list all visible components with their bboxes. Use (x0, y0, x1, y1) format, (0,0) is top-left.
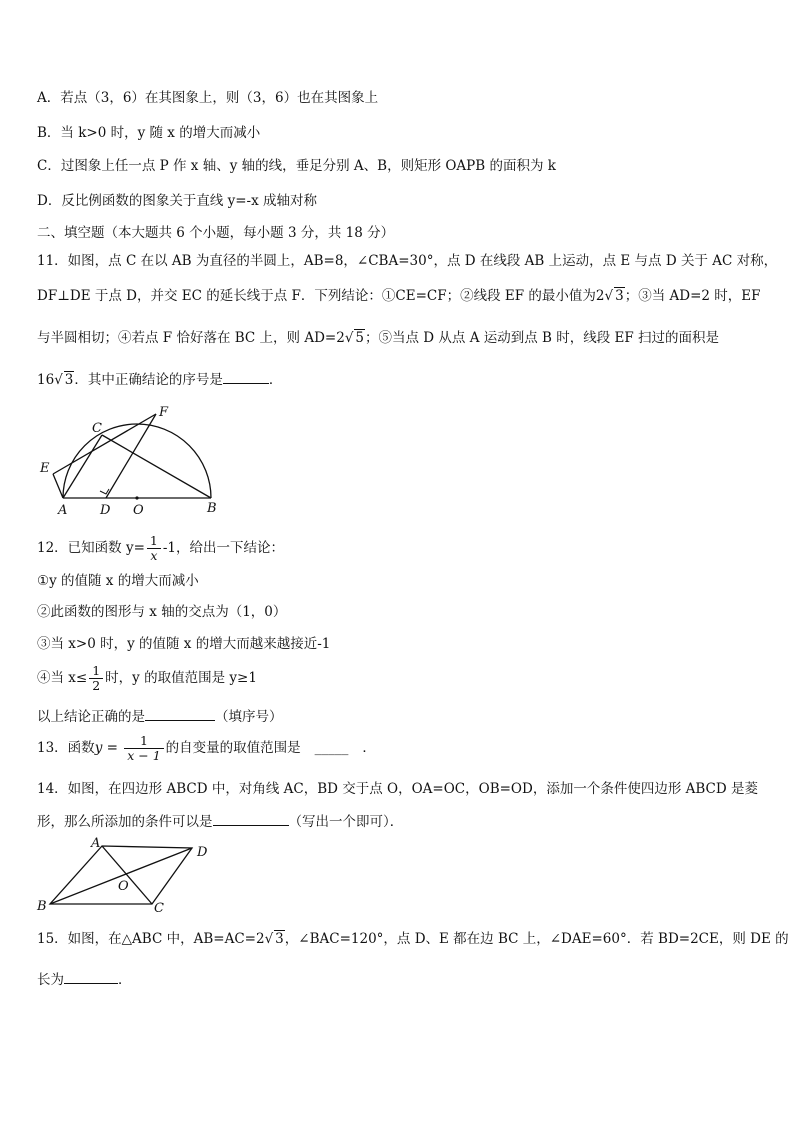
segment-cb (102, 435, 211, 498)
q11-line2-text-a: DF⊥DE 于点 D，并交 EC 的延长线于点 F．下列结论：①CE=CF；②线段 EF 的最小值为 (37, 288, 596, 304)
q11-line1: 11．如图，点 C 在以 AB 为直径的半圆上，AB=8，∠CBA=30°，点 D 在线段 AB 上运动，点 E 与点 D 关于 AC 对称， (37, 253, 778, 269)
q12-conclusion-2: ②此函数的图形与 x 轴的交点为（1，0） (37, 604, 287, 620)
q13-tail: ． (362, 740, 376, 756)
q13-frac-num: 1 (124, 734, 163, 749)
option-d: D．反比例函数的图象关于直线 y=-x 成轴对称 (37, 193, 318, 209)
q12-tail-text-a: 以上结论正确的是 (37, 709, 145, 725)
segment-ea (53, 474, 63, 498)
q14-figure (34, 836, 224, 916)
q11-figure (36, 402, 226, 518)
q11-line2-radicand: 3 (615, 288, 624, 304)
q12-frac-num: 1 (147, 534, 161, 549)
q12-conclusion-1: ①y 的值随 x 的增大而减小 (37, 573, 199, 589)
option-c: C．过图象上任一点 P 作 x 轴、y 轴的线，垂足分别 A、B，则矩形 OAPB 的面积为 k (37, 158, 556, 174)
option-a: A．若点（3，6）在其图象上，则（3，6）也在其图象上 (37, 90, 379, 106)
label-c: C (154, 901, 164, 916)
option-b: B．当 k>0 时，y 随 x 的增大而减小 (37, 125, 261, 141)
q13-frac-den: x − 1 (127, 748, 161, 763)
q12-c4-num: 1 (89, 664, 103, 679)
q11-answer-blank[interactable] (223, 370, 269, 384)
q11-line3-text-b: ；⑤当点 D 从点 A 运动到点 B 时，线段 EF 扫过的面积是 (365, 330, 720, 346)
q11-line3-radicand: 5 (355, 330, 365, 346)
q12-frac-den: x (150, 548, 158, 563)
q13-y: y (94, 740, 103, 756)
q12-fraction (147, 534, 161, 563)
label-o: O (133, 503, 144, 518)
q15-line1-text-a: 15．如图，在△ABC 中，AB=AC=2 (37, 931, 265, 947)
label-d: D (197, 845, 208, 860)
q15-line2-text-a: 长为 (37, 972, 64, 988)
q11-line4: 16√ 3．其中正确结论的序号是 ． (37, 372, 283, 388)
q11-line4-text-b: ．其中正确结论的序号是 (74, 372, 223, 388)
q11-line2-text-b: ；③当 AD=2 时，EF (624, 288, 761, 304)
q12-c4-text-a: ④当 x≤ (37, 670, 88, 686)
label-o: O (118, 879, 129, 894)
center-point-o (135, 496, 138, 499)
label-c: C (92, 421, 102, 436)
right-angle-mark (100, 489, 109, 494)
q11-line4-coef: 16 (37, 372, 55, 388)
label-f: F (159, 405, 169, 420)
q12-c4-den: 2 (92, 678, 101, 693)
q12-c4-text-b: 时，y 的取值范围是 y≥1 (105, 670, 257, 686)
label-d: D (100, 503, 111, 518)
q11-line3-coef: 2 (336, 330, 345, 346)
q15-line2-text-b: ． (118, 972, 132, 988)
q11-line2-coef: 2 (595, 288, 605, 304)
q13-eq: = (102, 740, 123, 756)
q11-line4-radicand: 3 (64, 372, 74, 388)
q12-stem-text-b: -1，给出一下结论： (162, 540, 285, 556)
segment-df (106, 414, 156, 498)
label-b: B (207, 501, 217, 516)
q12-stem-text-a: 12．已知函数 y= (37, 540, 145, 556)
q13-fraction (124, 734, 163, 763)
q13-stem-text-b: 的自变量的取值范围是 (165, 740, 301, 756)
q12-conclusion-3: ③当 x>0 时，y 的值随 x 的增大而越来越接近-1 (37, 636, 331, 652)
q13-stem-text-a: 13．函数 (37, 740, 95, 756)
q15-line1-text-b: ，∠BAC=120°，点 D、E 都在边 BC 上，∠DAE=60°．若 BD=2CE，则 DE 的 (284, 931, 789, 947)
q12-stem (37, 534, 284, 563)
q15-line1: 15．如图，在△ABC 中，AB=AC=2√ 3，∠BAC=120°，点 D、E 都在边 BC 上，∠DAE=60°．若 BD=2CE，则 DE 的 (37, 931, 789, 947)
q11-line3-text-a: 与半圆相切；④若点 F 恰好落在 BC 上，则 AD= (37, 330, 337, 346)
q14-line2-text-b: （写出一个即可）． (288, 814, 404, 830)
q12-tail-text-b: （填序号） (215, 709, 283, 725)
section-heading: 二、填空题（本大题共 6 个小题，每小题 3 分，共 18 分） (37, 225, 395, 241)
label-a: A (58, 503, 68, 518)
q12-c4-fraction (89, 664, 103, 693)
q13-stem (37, 734, 376, 763)
diagonal-bd (50, 848, 192, 904)
diagonal-ac (102, 846, 152, 904)
q15-line2 (37, 970, 132, 989)
q13-answer-blank[interactable]: _____ (314, 740, 349, 756)
label-b: B (37, 899, 47, 914)
q15-radicand: 3 (275, 931, 284, 947)
q14-line1: 14．如图，在四边形 ABCD 中，对角线 AC，BD 交于点 O，OA=OC，OB=OD，添加一个条件使四边形 ABCD 是菱 (37, 781, 758, 797)
label-e: E (40, 461, 50, 476)
q14-line2-text-a: 形，那么所添加的条件可以是 (37, 814, 213, 830)
q12-tail (37, 707, 283, 726)
q11-line4-end: ． (268, 372, 283, 388)
segment-ef (53, 414, 156, 474)
q11-line2: DF⊥DE 于点 D，并交 EC 的延长线于点 F．下列结论：①CE=CF；②线段 EF 的最小值为2√ 3；③当 AD=2 时，EF (37, 288, 761, 304)
q11-line3: 与半圆相切；④若点 F 恰好落在 BC 上，则 AD=2√ 5；⑤当点 D 从点 A 运动到点 B 时，线段 EF 扫过的面积是 (37, 330, 720, 346)
q15-answer-blank[interactable] (64, 970, 118, 984)
q12-answer-blank[interactable] (145, 707, 215, 721)
q12-conclusion-4 (37, 664, 257, 693)
segment-ac (63, 435, 102, 498)
label-a: A (91, 836, 101, 851)
q14-line2 (37, 812, 403, 831)
q14-answer-blank[interactable] (213, 812, 289, 826)
